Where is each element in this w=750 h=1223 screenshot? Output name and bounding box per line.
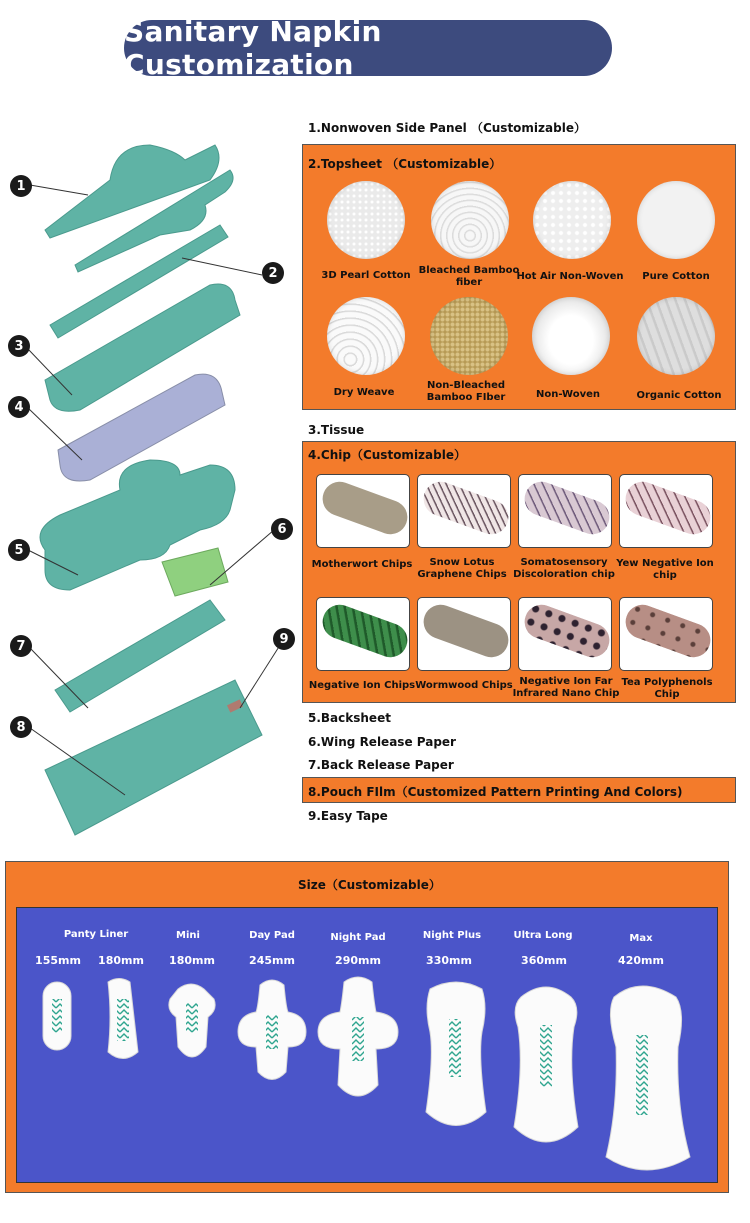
chip-far-infrared-strip [520, 600, 612, 662]
layer-wing-release [162, 548, 228, 596]
pad-name-1: Panty Liner [63, 929, 129, 940]
chip-card-4 [619, 474, 713, 548]
pad-mini-180 [169, 984, 215, 1057]
chip-label-5: Negative Ion Chips [308, 680, 416, 691]
chip-snow-lotus-strip [419, 477, 511, 539]
pad-size-7: 360mm [521, 954, 567, 967]
chip-somatosensory-strip [520, 477, 612, 539]
chip-motherwort-strip [318, 477, 410, 539]
chip-card-5 [316, 597, 410, 671]
topsheet-label-7: Non-Woven [535, 389, 601, 400]
chip-wormwood-strip [419, 600, 511, 662]
topsheet-swatch-1 [327, 181, 405, 259]
component-pouch-film: 8.Pouch FIlm（Customized Pattern Printing And Colors) [308, 785, 683, 799]
topsheet-label-3: Hot Air Non-Woven [516, 271, 624, 282]
pad-size-2: 180mm [98, 954, 144, 967]
topsheet-swatch-3 [533, 181, 611, 259]
pad-size-4: 245mm [249, 954, 295, 967]
pad-night-plus-330 [426, 982, 486, 1126]
layer-back-release [55, 600, 225, 712]
component-side-panel: 1.Nonwoven Side Panel （Customizable） [308, 121, 586, 135]
pad-panty-liner-180 [108, 979, 138, 1059]
topsheet-title: 2.Topsheet （Customizable） [308, 157, 502, 171]
chip-label-1: Motherwort Chips [311, 559, 413, 570]
pad-night-290 [318, 977, 398, 1096]
diagram-number-9: 9 [273, 628, 295, 650]
chip-negative-ion-strip [318, 600, 410, 662]
component-backsheet: 5.Backsheet [308, 711, 391, 725]
pad-name-5: Night Pad [330, 932, 386, 943]
topsheet-swatch-7 [532, 297, 610, 375]
topsheet-swatch-6 [430, 297, 508, 375]
pad-size-1: 155mm [35, 954, 81, 967]
component-wing-release: 6.Wing Release Paper [308, 735, 456, 749]
pad-name-7: Ultra Long [513, 930, 573, 941]
component-easy-tape: 9.Easy Tape [308, 809, 388, 823]
diagram-number-7: 7 [10, 635, 32, 657]
pad-day-245 [238, 980, 306, 1080]
chip-card-6 [417, 597, 511, 671]
pad-panty-liner-155 [43, 982, 71, 1050]
chip-card-3 [518, 474, 612, 548]
diagram-number-3: 3 [8, 335, 30, 357]
chip-card-1 [316, 474, 410, 548]
topsheet-label-2: Bleached Bamboo fiber [418, 265, 520, 288]
pad-size-6: 330mm [426, 954, 472, 967]
pad-ultra-long-360 [514, 987, 578, 1142]
chip-card-7 [518, 597, 612, 671]
chip-label-4: Yew Negative Ion chip [616, 558, 714, 581]
topsheet-label-8: Organic Cotton [636, 390, 722, 401]
diagram-number-5: 5 [8, 539, 30, 561]
chip-yew-strip [621, 477, 713, 539]
topsheet-swatch-2 [431, 181, 509, 259]
diagram-number-6: 6 [271, 518, 293, 540]
component-tissue: 3.Tissue [308, 423, 365, 437]
pad-size-5: 290mm [335, 954, 381, 967]
topsheet-swatch-8 [637, 297, 715, 375]
page-title: Sanitary Napkin Customization [124, 20, 612, 76]
pad-size-8: 420mm [618, 954, 664, 967]
topsheet-label-4: Pure Cotton [642, 271, 710, 282]
component-back-release: 7.Back Release Paper [308, 758, 454, 772]
chip-label-3: Somatosensory Discoloration chip [513, 557, 615, 580]
topsheet-label-1: 3D Pearl Cotton [321, 270, 411, 281]
pad-size-3: 180mm [169, 954, 215, 967]
chip-label-7: Negative Ion Far Infrared Nano Chip [512, 676, 620, 699]
pad-max-420 [606, 986, 690, 1170]
pad-name-6: Night Plus [422, 930, 482, 941]
pad-name-3: Mini [176, 930, 200, 941]
chip-label-8: Tea Polyphenols Chip [621, 677, 713, 700]
exploded-diagram [0, 120, 300, 860]
pad-name-8: Max [629, 933, 653, 944]
chip-label-2: Snow Lotus Graphene Chips [417, 557, 507, 580]
pad-illustrations [16, 907, 716, 1181]
topsheet-label-6: Non-Bleached Bamboo FIber [426, 380, 506, 403]
chip-label-6: Wormwood Chips [415, 680, 513, 691]
diagram-number-2: 2 [262, 262, 284, 284]
topsheet-label-5: Dry Weave [333, 387, 395, 398]
pad-name-4: Day Pad [249, 930, 295, 941]
chip-tea-strip [621, 600, 713, 662]
chip-card-8 [619, 597, 713, 671]
diagram-number-8: 8 [10, 716, 32, 738]
diagram-number-4: 4 [8, 396, 30, 418]
chip-card-2 [417, 474, 511, 548]
size-title: Size（Customizable） [298, 878, 441, 892]
diagram-number-1: 1 [10, 175, 32, 197]
chip-title: 4.Chip（Customizable） [308, 448, 466, 462]
topsheet-swatch-5 [327, 297, 405, 375]
topsheet-swatch-4 [637, 181, 715, 259]
